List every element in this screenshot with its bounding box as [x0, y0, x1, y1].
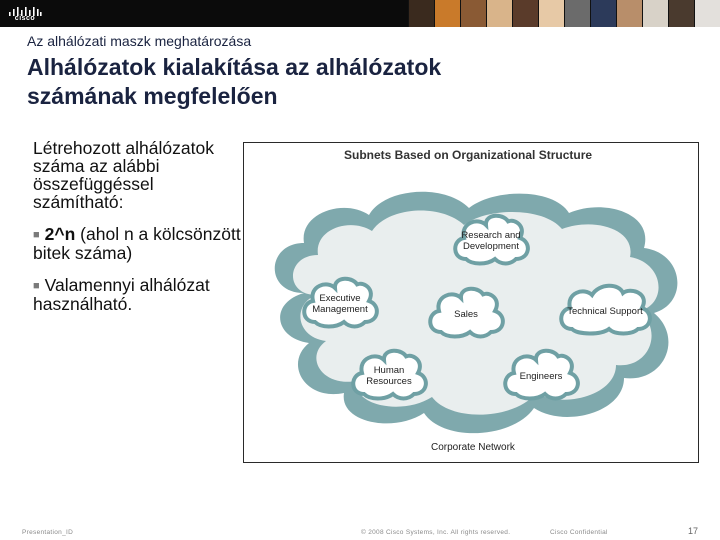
slide-body [33, 139, 248, 327]
slide-title-line-2: számának megfelelően [27, 83, 278, 109]
department-label: Engineers [519, 371, 563, 382]
photo-tile [434, 0, 460, 27]
department-label: Executive [319, 293, 361, 304]
header-banner [0, 0, 720, 27]
page-number: 17 [687, 526, 698, 536]
formula-text: 2^n [44, 224, 76, 244]
photo-tile [616, 0, 642, 27]
photo-tile [538, 0, 564, 27]
photo-tile [590, 0, 616, 27]
department-label: Resources [366, 376, 412, 387]
slide-subtitle: Az alhálózati maszk meghatározása [27, 33, 252, 49]
people-photo-strip [408, 0, 720, 27]
department-label: Management [312, 304, 368, 315]
corporate-network-label: Corporate Network [431, 442, 515, 453]
photo-tile [668, 0, 694, 27]
photo-tile [486, 0, 512, 27]
department-label: Human [373, 365, 405, 376]
subnet-diagram [243, 142, 699, 463]
slide-title-line-1: Alhálózatok kialakítása az alhálózatok [27, 54, 442, 80]
department-cloud [561, 286, 650, 334]
photo-tile [694, 0, 720, 27]
photo-tile [564, 0, 590, 27]
photo-tile [460, 0, 486, 27]
photo-tile [512, 0, 538, 27]
slide-title [27, 53, 587, 111]
bullet-icon: ■ [33, 229, 40, 241]
body-paragraph-3-text: Valamennyi alhálózat használható. [33, 275, 210, 314]
department-label: Research and [461, 230, 521, 241]
department-label: Sales [454, 309, 478, 320]
cisco-logo [8, 4, 42, 24]
subnet-diagram-svg [244, 143, 700, 464]
diagram-title: Subnets Based on Organizational Structure [344, 148, 593, 162]
footer-copyright: © 2008 Cisco Systems, Inc. All rights reserved. [361, 529, 511, 536]
department-label: Development [463, 241, 519, 252]
footer-presentation-id: Presentation_ID [22, 529, 74, 536]
cisco-wordmark: cisco [14, 15, 36, 22]
body-paragraph-2 [33, 225, 248, 262]
footer-confidential: Cisco Confidential [550, 529, 608, 536]
photo-tile [642, 0, 668, 27]
photo-tile [408, 0, 434, 27]
bullet-icon: ■ [33, 280, 40, 292]
body-paragraph-1: Létrehozott alhálózatok száma az alábbi összefüggéssel számítható: [33, 138, 214, 212]
formula-explanation: (ahol n a kölcsönzött bitek száma) [33, 224, 241, 263]
department-label: Technical Support [567, 306, 643, 317]
body-paragraph-3 [33, 276, 248, 313]
